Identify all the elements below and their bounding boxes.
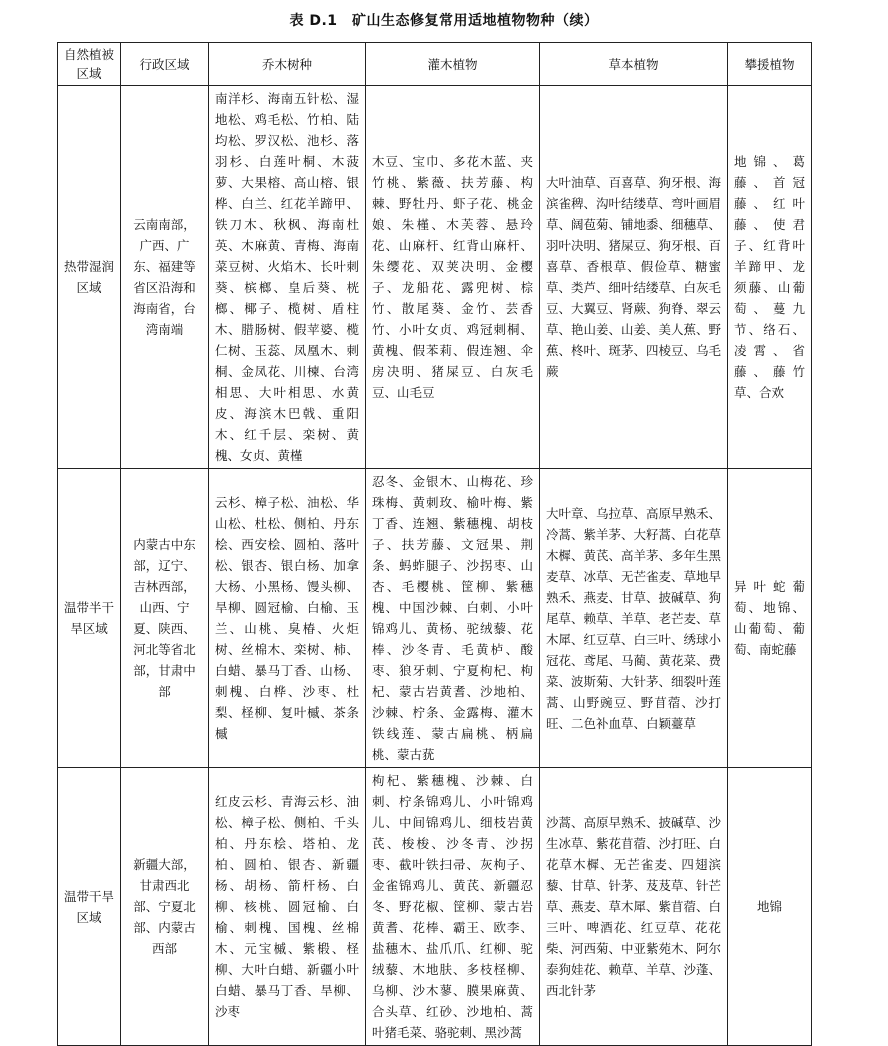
climbers-cell: 异叶蛇葡萄、地锦、山葡萄、葡萄、南蛇藤 [728,469,812,768]
table-row [58,86,812,469]
zone-cell: 温带干旱区域 [58,768,121,1046]
region-cell: 新疆大部，甘肃西北部、宁夏北部、内蒙古西部 [121,768,209,1046]
region-cell: 云南南部，广西、广东、福建等省区沿海和海南省，台湾南端 [121,86,209,469]
trees-cell: 云杉、樟子松、油松、华山松、杜松、侧柏、丹东桧、西安桧、圆柏、落叶松、银杏、银白杨、加拿大杨、小黑杨、馒头柳、旱柳、圆冠榆、白榆、玉兰、山桃、臭椿、火炬树、丝棉木、栾树、柿、白蜡、暴马丁香、山杨、刺槐、白桦、沙枣、杜梨、柽柳、复叶槭、茶条槭 [209,469,366,768]
table-row [58,469,812,768]
header-region: 行政区域 [121,43,209,86]
shrubs-cell: 枸杞、紫穗槐、沙棘、白刺、柠条锦鸡儿、小叶锦鸡儿、中间锦鸡儿、细枝岩黄芪、梭梭、沙冬青、沙拐枣、截叶铁扫帚、灰枸子、金雀锦鸡儿、黄芪、新疆忍冬、野花椒、筐柳、蒙古岩黄耆、花棒、霸王、欧李、盐穗木、盐爪爪、红柳、驼绒藜、木地肤、多枝柽柳、乌柳、沙木蓼、膜果麻黄、合头草、红砂、沙地柏、蒿叶猪毛菜、骆驼刺、黑沙蒿 [366,768,540,1046]
herbs-cell: 沙蒿、高原早熟禾、披碱草、沙生冰草、紫花苜蓿、沙打旺、白花草木樨、无芒雀麦、四翅滨藜、甘草、针茅、芨芨草、针芒草、燕麦、草木犀、紫苜蓿、白三叶、啤酒花、红豆草、花花柴、河西菊、中亚紫苑木、阿尔泰狗娃花、赖草、羊草、沙蓬、西北针茅 [540,768,728,1046]
header-climbers: 攀援植物 [728,43,812,86]
table-row [58,768,812,1046]
shrubs-cell: 忍冬、金银木、山梅花、珍珠梅、黄刺玫、榆叶梅、紫丁香、连翘、紫穗槐、胡枝子、扶芳藤、文冠果、荆条、蚂蚱腿子、沙拐枣、山杏、毛樱桃、筐柳、紫穗槐、中国沙棘、白刺、小叶锦鸡儿、黄杨、驼绒藜、花棒、沙冬青、毛黄栌、酸枣、狼牙刺、宁夏枸杞、枸杞、蒙古岩黄耆、沙地柏、沙棘、柠条、金露梅、灌木铁线莲、蒙古扁桃、柄扁桃、蒙古莸 [366,469,540,768]
zone-cell: 温带半干旱区域 [58,469,121,768]
header-row [58,43,812,86]
shrubs-cell: 木豆、宝巾、多花木蓝、夹竹桃、紫薇、扶芳藤、构棘、野牡丹、虾子花、桃金娘、朱槿、木芙蓉、悬玲花、山麻杆、红背山麻杆、朱缨花、双荚决明、金樱子、龙船花、露兜树、棕竹、散尾葵、金竹、芸香竹、小叶女贞、鸡冠刺桐、黄槐、假苯莉、假连翘、伞房决明、猪屎豆、白灰毛豆、山毛豆 [366,86,540,469]
trees-cell: 红皮云杉、青海云杉、油松、樟子松、侧柏、千头柏、丹东桧、塔柏、龙柏、圆柏、银杏、新疆杨、胡杨、箭杆杨、白柳、核桃、圆冠榆、白榆、刺槐、国槐、丝棉木、元宝槭、紫椴、柽柳、大叶白蜡、新疆小叶白蜡、暴马丁香、旱柳、沙枣 [209,768,366,1046]
header-trees: 乔木树种 [209,43,366,86]
plant-species-table [57,42,812,1046]
zone-cell: 热带湿润区域 [58,86,121,469]
table-title: 表 D.1 矿山生态修复常用适地植物物种（续） [289,13,599,29]
trees-cell: 南洋杉、海南五针松、湿地松、鸡毛松、竹柏、陆均松、罗汉松、池杉、落羽杉、白莲叶桐、木菠萝、大果榕、高山榕、银桦、白兰、红花羊蹄甲、铁刀木、秋枫、海南杜英、木麻黄、青梅、海南菜豆树、火焰木、长叶刺葵、槟榔、皇后葵、桄榔、椰子、榄树、盾柱木、腊肠树、假苹婆、榄仁树、玉蕊、凤凰木、刺桐、金凤花、川楝、台湾相思、大叶相思、水黄皮、海滨木巴戟、重阳木、红千层、栾树、黄槐、女贞、黄槿 [209,86,366,469]
header-herbs: 草本植物 [540,43,728,86]
herbs-cell: 大叶油草、百喜草、狗牙根、海滨雀稗、沟叶结缕草、弯叶画眉草、阔苞菊、铺地黍、细穗草、羽叶决明、猪屎豆、狗牙根、百喜草、香根草、假俭草、糖蜜草、类芦、细叶结缕草、白灰毛豆、大翼豆、肾蕨、狗脊、翠云草、艳山姜、山姜、美人蕉、野蕉、柊叶、斑茅、四棱豆、乌毛蕨 [540,86,728,469]
herbs-cell: 大叶章、乌拉草、高原早熟禾、冷蒿、紫羊茅、大籽蒿、白花草木樨、黄芪、高羊茅、多年生黑麦草、冰草、无芒雀麦、草地早熟禾、燕麦、甘草、披碱草、狗尾草、赖草、羊草、老芒麦、草木犀、红豆草、白三叶、绣球小冠花、鸢尾、马蔺、黄花菜、费菜、波斯菊、大针茅、细裂叶莲蒿、山野豌豆、野苜蓿、沙打旺、二色补血草、白颖薹草 [540,469,728,768]
header-zone: 自然植被区域 [58,43,121,86]
climbers-cell: 地锦、葛藤、首冠藤、红叶藤、使君子、红背叶羊蹄甲、龙须藤、山葡萄、蔓九节、络石、凌霄、省藤、藤竹草、合欢 [728,86,812,469]
climbers-cell: 地锦 [728,768,812,1046]
header-shrubs: 灌木植物 [366,43,540,86]
region-cell: 内蒙古中东部，辽宁、吉林西部，山西、宁夏、陕西、河北等省北部，甘肃中部 [121,469,209,768]
